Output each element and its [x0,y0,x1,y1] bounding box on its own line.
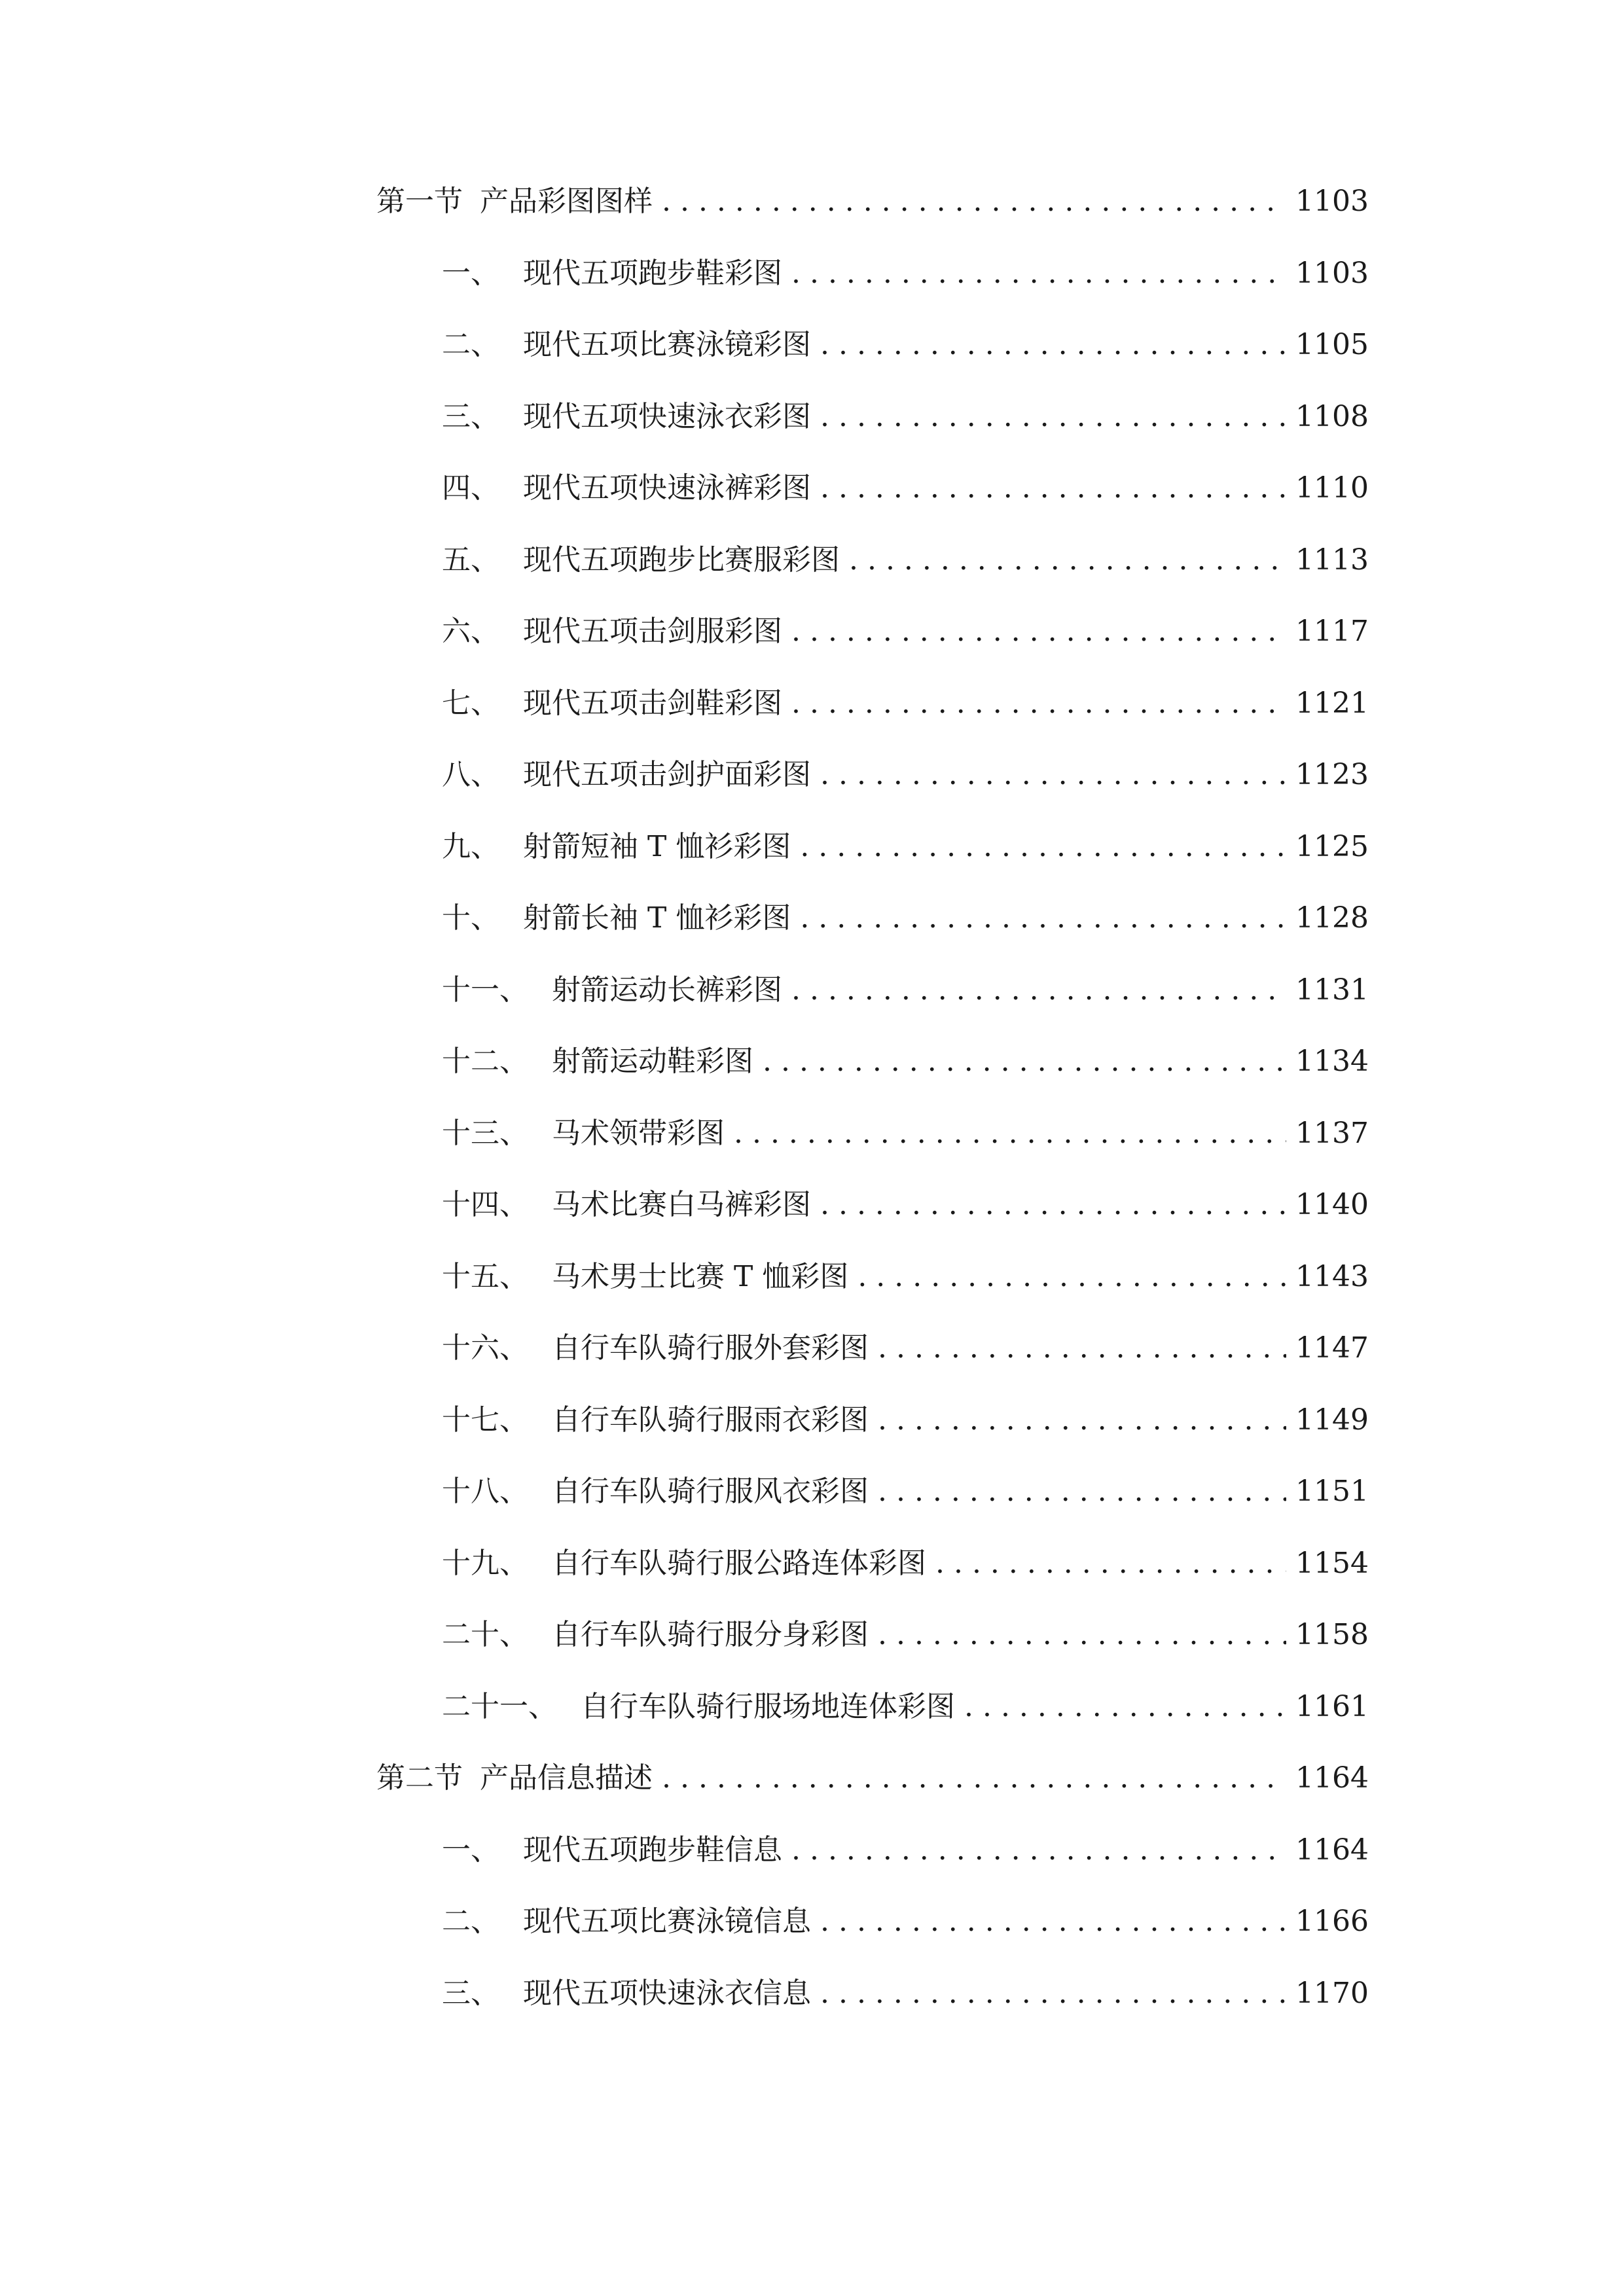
toc-entry-number: 十四、 [442,1188,528,1221]
toc-entry-title: 射箭短袖 T 恤衫彩图 [523,829,791,863]
toc-page-number: 1164 [1295,1833,1369,1867]
toc-page-number: 1128 [1295,901,1369,935]
toc-page-number: 1143 [1295,1259,1369,1293]
toc-dot-leader [935,1537,1286,1590]
toc-page-number: 1110 [1295,471,1369,505]
toc-item-entry[interactable] [442,1967,1369,2020]
toc-item-entry[interactable] [442,534,1369,586]
toc-entry-title: 自行车队骑行服雨衣彩图 [552,1403,869,1437]
toc-dot-leader [662,1752,1286,1804]
toc-dot-leader [800,892,1286,944]
toc-page-number: 1158 [1295,1618,1369,1651]
toc-item-entry[interactable] [442,749,1369,801]
toc-entry-title: 现代五项击剑鞋彩图 [523,686,782,720]
toc-item-entry[interactable] [442,605,1369,658]
toc-item-entry[interactable] [442,1322,1369,1374]
toc-page-number: 1103 [1295,185,1369,218]
toc-entry-title: 马术男士比赛 T 恤彩图 [552,1259,849,1293]
toc-entry-title: 射箭长袖 T 恤衫彩图 [523,901,791,935]
toc-item-entry[interactable] [442,1251,1369,1303]
toc-item-entry[interactable] [442,821,1369,873]
toc-item-entry[interactable] [442,1107,1369,1160]
toc-entry-number: 三、 [442,399,499,433]
toc-item-entry[interactable] [442,1179,1369,1231]
toc-entry-title: 自行车队骑行服公路连体彩图 [552,1546,926,1580]
toc-entry-title: 现代五项比赛泳镜信息 [523,1905,811,1938]
toc-dot-leader [791,247,1286,300]
toc-item-entry[interactable] [442,319,1369,371]
toc-dot-leader [820,749,1286,801]
toc-section-entry[interactable] [376,1752,1369,1804]
toc-entry-number: 二十一、 [442,1689,557,1723]
toc-entry-number: 十八、 [442,1475,528,1508]
toc-entry-number: 四、 [442,471,499,505]
toc-entry-number: 一、 [442,256,499,290]
toc-item-entry[interactable] [442,247,1369,300]
toc-item-entry[interactable] [442,1537,1369,1590]
toc-entry-title: 射箭运动长裤彩图 [552,973,782,1007]
toc-entry-number: 一、 [442,1833,499,1867]
toc-entry-title: 现代五项快速泳衣信息 [523,1976,811,2010]
toc-page-number: 1161 [1295,1689,1369,1723]
toc-page-number: 1170 [1295,1976,1369,2010]
toc-entry-number: 十七、 [442,1403,528,1437]
toc-page-number: 1164 [1295,1761,1369,1795]
toc-dot-leader [820,462,1286,514]
toc-page-number: 1151 [1295,1475,1369,1508]
toc-entry-title: 现代五项跑步比赛服彩图 [523,543,840,577]
toc-entry-number: 十五、 [442,1259,528,1293]
toc-page-number: 1140 [1295,1188,1369,1221]
toc-dot-leader [820,1179,1286,1231]
toc-page-number: 1105 [1295,328,1369,361]
toc-entry-title: 现代五项击剑服彩图 [523,615,782,648]
toc-entry-number: 十一、 [442,973,528,1007]
toc-entry-number: 七、 [442,686,499,720]
toc-dot-leader [791,964,1286,1016]
toc-dot-leader [800,821,1286,873]
toc-dot-leader [964,1681,1286,1733]
toc-entry-number: 八、 [442,758,499,791]
toc-entry-number: 五、 [442,543,499,577]
toc-item-entry[interactable] [442,892,1369,944]
toc-page-number: 1125 [1295,829,1369,863]
toc-entry-title: 自行车队骑行服场地连体彩图 [581,1689,955,1723]
toc-page-number: 1137 [1295,1116,1369,1150]
toc-entry-number: 十三、 [442,1116,528,1150]
toc-entry-title: 现代五项击剑护面彩图 [523,758,811,791]
toc-item-entry[interactable] [442,964,1369,1016]
toc-page-number: 1149 [1295,1403,1369,1437]
toc-item-entry[interactable] [442,1465,1369,1518]
toc-item-entry[interactable] [442,1609,1369,1661]
toc-entry-title: 产品彩图图样 [480,185,653,218]
toc-dot-leader [820,1895,1286,1948]
toc-page-number: 1154 [1295,1546,1369,1580]
toc-entry-title: 现代五项跑步鞋彩图 [523,256,782,290]
toc-dot-leader [820,319,1286,371]
toc-entry-number: 十二、 [442,1045,528,1078]
toc-page-number: 1147 [1295,1331,1369,1365]
toc-page-number: 1166 [1295,1905,1369,1938]
toc-page-number: 1103 [1295,256,1369,290]
toc-entry-number: 六、 [442,615,499,648]
toc-page-number: 1131 [1295,973,1369,1007]
toc-page-number: 1123 [1295,758,1369,791]
toc-entry-number: 二、 [442,328,499,361]
toc-entry-number: 第一节 [376,185,463,218]
toc-entry-number: 九、 [442,829,499,863]
toc-item-entry[interactable] [442,1824,1369,1876]
toc-entry-title: 产品信息描述 [480,1761,653,1795]
toc-dot-leader [878,1322,1286,1374]
toc-entry-title: 现代五项比赛泳镜彩图 [523,328,811,361]
toc-page-number: 1134 [1295,1045,1369,1078]
toc-entry-number: 十六、 [442,1331,528,1365]
toc-item-entry[interactable] [442,677,1369,730]
toc-dot-leader [878,1609,1286,1661]
toc-entry-title: 现代五项快速泳衣彩图 [523,399,811,433]
toc-entry-title: 马术领带彩图 [552,1116,725,1150]
toc-dot-leader [878,1465,1286,1518]
toc-section-entry[interactable] [376,175,1369,228]
toc-item-entry[interactable] [442,1895,1369,1948]
toc-dot-leader [820,1967,1286,2020]
toc-page-number: 1108 [1295,399,1369,433]
toc-dot-leader [791,677,1286,730]
toc-dot-leader [734,1107,1286,1160]
toc-dot-leader [791,605,1286,658]
toc-entry-number: 三、 [442,1976,499,2010]
toc-item-entry[interactable] [442,1681,1369,1733]
toc-dot-leader [849,534,1286,586]
toc-page-number: 1121 [1295,686,1369,720]
toc-entry-number: 二十、 [442,1618,528,1651]
toc-item-entry[interactable] [442,391,1369,443]
toc-item-entry[interactable] [442,1394,1369,1446]
toc-dot-leader [662,175,1286,228]
toc-page-number: 1113 [1295,543,1369,577]
toc-entry-title: 自行车队骑行服外套彩图 [552,1331,869,1365]
toc-item-entry[interactable] [442,462,1369,514]
toc-entry-title: 现代五项跑步鞋信息 [523,1833,782,1867]
toc-dot-leader [857,1251,1286,1303]
toc-dot-leader [820,391,1286,443]
toc-page-number: 1117 [1295,615,1369,648]
toc-entry-number: 十、 [442,901,499,935]
toc-entry-title: 现代五项快速泳裤彩图 [523,471,811,505]
toc-entry-title: 自行车队骑行服分身彩图 [552,1618,869,1651]
toc-dot-leader [763,1035,1286,1088]
toc-entry-title: 自行车队骑行服风衣彩图 [552,1475,869,1508]
toc-entry-number: 第二节 [376,1761,463,1795]
toc-dot-leader [878,1394,1286,1446]
toc-entry-title: 马术比赛白马裤彩图 [552,1188,811,1221]
toc-item-entry[interactable] [442,1035,1369,1088]
toc-entry-number: 二、 [442,1905,499,1938]
toc-dot-leader [791,1824,1286,1876]
toc-entry-number: 十九、 [442,1546,528,1580]
toc-entry-title: 射箭运动鞋彩图 [552,1045,753,1078]
